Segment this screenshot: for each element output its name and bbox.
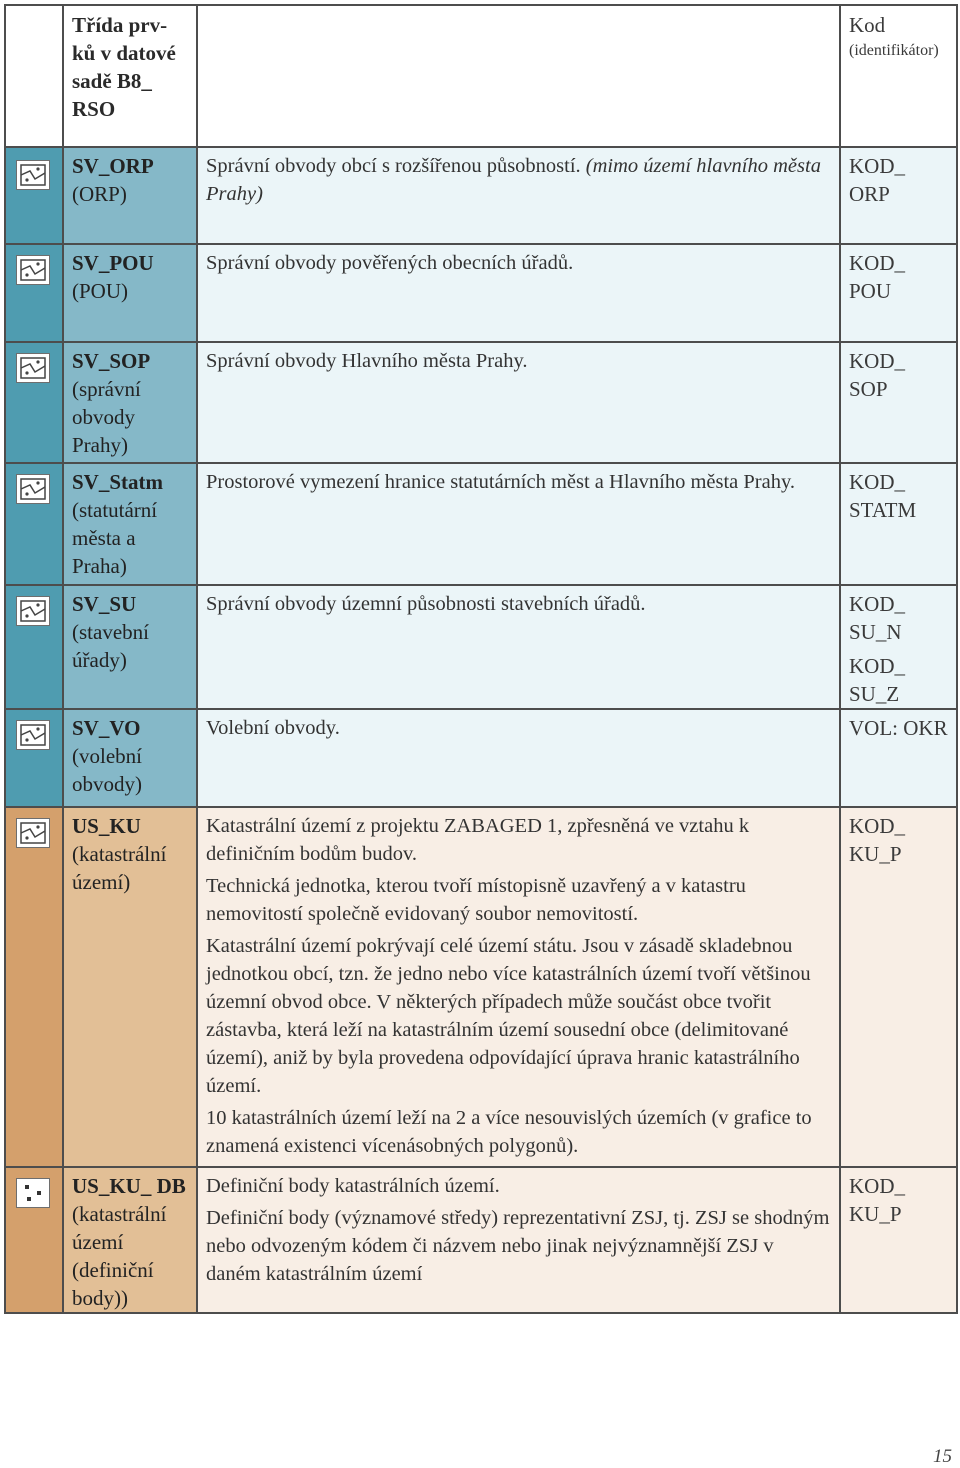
header-desc-cell: [197, 5, 840, 147]
row-name-cell: [63, 244, 197, 342]
row-code-cell: [840, 585, 957, 709]
table-row: [5, 342, 957, 463]
row-name-cell: [63, 147, 197, 244]
table-row: [5, 807, 957, 1167]
header-code-cell: [840, 5, 957, 147]
header-icon-cell: [5, 5, 63, 147]
polygon-layer-icon: [16, 160, 50, 190]
row-description-paragraph: Katastrální území pokrývají celé území státu. Jsou v zásadě skladebnou jednotkou obcí, tzn. že jedno nebo více katastrálních území tvoří většinou územní obvod obce. V některých případech může součást obce tvořit zástavba, která leží na katastrálním území sousední obce (delimitované území), aniž by byla provedena odpovídající úprava hranic katastrálního území.: [206, 935, 811, 1097]
row-name-cell: [63, 709, 197, 807]
feature-class-alias: (katastrální území): [72, 842, 167, 894]
row-code: KOD_ ORP: [849, 154, 905, 206]
row-desc-cell: [197, 463, 840, 585]
row-code: KOD_ POU: [849, 251, 905, 303]
row-code-cell: [840, 244, 957, 342]
row-description: Správní obvody územní působnosti stavebních úřadů.: [206, 593, 646, 615]
row-description-paragraph: Technická jednotka, kterou tvoří místopisně uzavřený a v katastru nemovitostí společně evidovaný soubor nemovitostí.: [206, 875, 746, 925]
row-desc-cell: [197, 244, 840, 342]
point-layer-icon: [16, 1178, 50, 1208]
row-icon-cell: [5, 709, 63, 807]
feature-class-alias: (POU): [72, 279, 128, 303]
row-description-note: (mimo území hlavního města Prahy): [206, 155, 821, 205]
row-name-cell: [63, 585, 197, 709]
row-name-cell: [63, 1167, 197, 1313]
row-icon-cell: [5, 244, 63, 342]
polygon-layer-icon: [16, 255, 50, 285]
polygon-layer-icon: [16, 474, 50, 504]
row-code-cell: [840, 147, 957, 244]
row-code-cell: [840, 342, 957, 463]
row-icon-cell: [5, 342, 63, 463]
header-code-title: Kod: [849, 13, 886, 37]
row-icon-cell: [5, 585, 63, 709]
row-icon-cell: [5, 1167, 63, 1313]
feature-class-alias: (stavební úřady): [72, 620, 149, 672]
row-desc-cell: [197, 585, 840, 709]
row-name-cell: [63, 463, 197, 585]
table-row: [5, 585, 957, 709]
row-description: Prostorové vymezení hranice statutárních měst a Hlavního města Prahy.: [206, 471, 796, 493]
row-code: KOD_ STATM: [849, 470, 917, 522]
feature-class-id: US_KU: [72, 814, 141, 838]
row-icon-cell: [5, 463, 63, 585]
feature-class-alias: (katastrální území (definiční body)): [72, 1202, 167, 1310]
row-code: VOL: OKR: [849, 716, 948, 740]
table-row: [5, 463, 957, 585]
feature-class-id: US_KU_ DB: [72, 1174, 186, 1198]
header-class-cell: [63, 5, 197, 147]
row-code-cell: [840, 807, 957, 1167]
feature-class-id: SV_Statm: [72, 470, 164, 494]
feature-class-id: SV_SU: [72, 592, 137, 616]
row-description-paragraph: 10 katastrálních území leží na 2 a více nesouvislých územích (v grafice to znamená existenci vícenásobných polygonů).: [206, 1107, 812, 1157]
row-code-secondary: KOD_ SU_Z: [849, 654, 905, 706]
row-code: KOD_ KU_P: [849, 814, 905, 866]
row-description: Správní obvody Hlavního města Prahy.: [206, 350, 528, 372]
row-desc-cell: [197, 709, 840, 807]
page-number: 15: [933, 1446, 952, 1467]
row-description: Volební obvody.: [206, 717, 340, 739]
table-row: [5, 1167, 957, 1313]
table-row: [5, 709, 957, 807]
row-code-cell: [840, 1167, 957, 1313]
row-description: Správní obvody pověřených obecních úřadů.: [206, 252, 574, 274]
table-row: [5, 244, 957, 342]
table-row: [5, 147, 957, 244]
feature-class-id: SV_VO: [72, 716, 141, 740]
header-class-title: Třída prv-ků v datové sadě B8_ RSO: [72, 13, 176, 121]
row-icon-cell: [5, 147, 63, 244]
header-code-subtitle: (identifikátor): [849, 42, 939, 59]
row-code-cell: [840, 463, 957, 585]
row-description-paragraph: Definiční body katastrálních území.: [206, 1175, 500, 1197]
feature-class-id: SV_SOP: [72, 349, 151, 373]
row-code: KOD_ SU_N: [849, 592, 905, 644]
row-description: Správní obvody obcí s rozšířenou působností.: [206, 155, 581, 177]
feature-class-id: SV_ORP: [72, 154, 154, 178]
polygon-layer-icon: [16, 353, 50, 383]
polygon-layer-icon: [16, 596, 50, 626]
row-code: KOD_ KU_P: [849, 1174, 905, 1226]
row-desc-cell: [197, 342, 840, 463]
feature-class-id: SV_POU: [72, 251, 154, 275]
row-description-paragraph: Definiční body (významové středy) reprezentativní ZSJ, tj. ZSJ se shodným nebo odvozeným kódem či názvem nebo jinak nejvýznamnější ZSJ v daném katastrálním území: [206, 1207, 830, 1285]
feature-class-alias: (volební obvody): [72, 744, 142, 796]
row-code-cell: [840, 709, 957, 807]
row-name-cell: [63, 342, 197, 463]
row-code: KOD_ SOP: [849, 349, 905, 401]
polygon-layer-icon: [16, 720, 50, 750]
row-description-paragraph: Katastrální území z projektu ZABAGED 1, zpřesněná ve vztahu k definičním bodům budov.: [206, 815, 750, 865]
feature-class-alias: (ORP): [72, 182, 127, 206]
polygon-layer-icon: [16, 818, 50, 848]
row-desc-cell: [197, 1167, 840, 1313]
row-name-cell: [63, 807, 197, 1167]
row-desc-cell: [197, 147, 840, 244]
feature-class-alias: (statutární města a Praha): [72, 498, 158, 578]
feature-class-alias: (správní obvody Prahy): [72, 377, 141, 457]
table-header-row: [5, 5, 957, 147]
row-desc-cell: [197, 807, 840, 1167]
row-icon-cell: [5, 807, 63, 1167]
feature-class-table: [4, 4, 958, 1314]
